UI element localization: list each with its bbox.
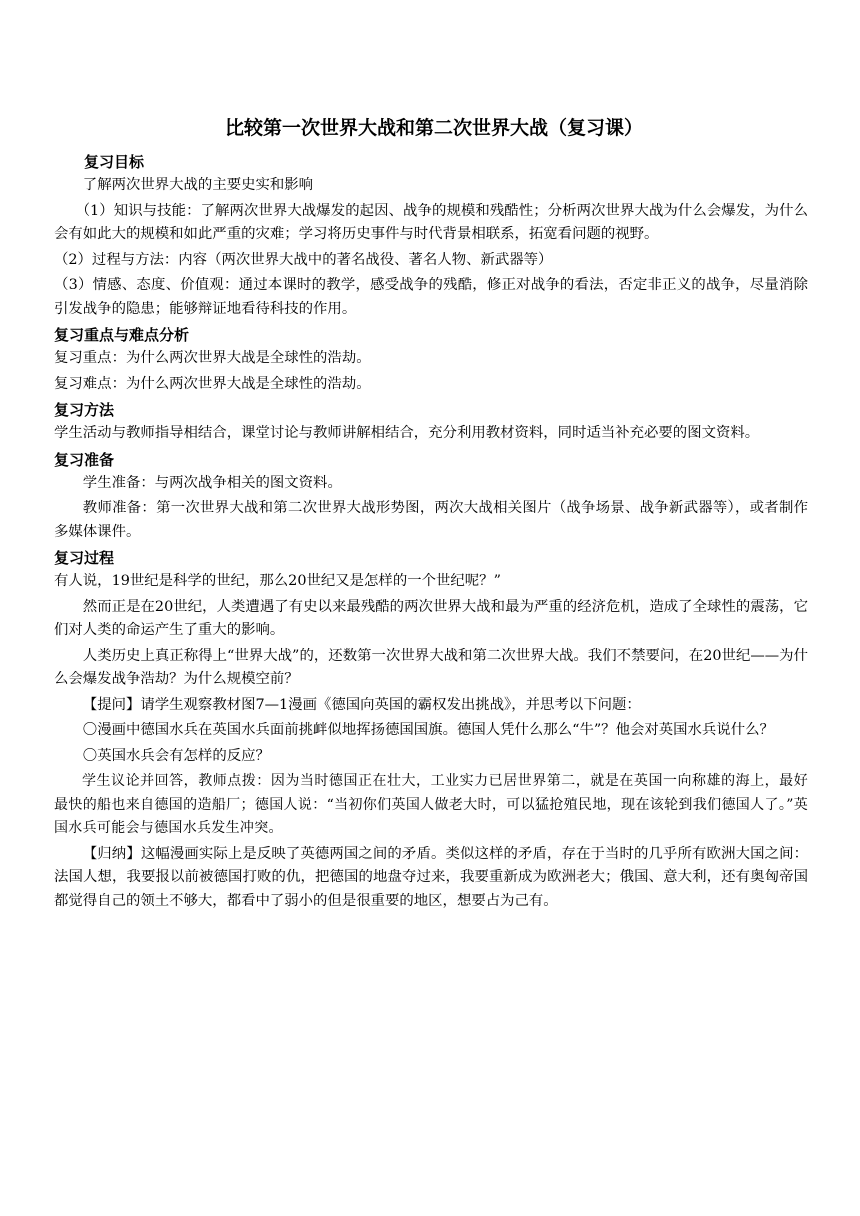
preparation-heading: 复习准备 bbox=[54, 450, 115, 469]
process-paragraph-3: 人类历史上真正称得上“世界大战”的，还数第一次世界大战和第二次世界大战。我们不禁要问，在20世纪——为什么会爆发战争浩劫？为什么规模空前？ bbox=[54, 647, 808, 687]
teacher-preparation: 教师准备：第一次世界大战和第二次世界大战形势图，两次大战相关图片（战争场景、战争新武器等），或者制作多媒体课件。 bbox=[54, 500, 808, 540]
process-question-2: 〇英国水兵会有怎样的反应？ bbox=[82, 747, 270, 764]
key-difficulty-heading: 复习重点与难点分析 bbox=[54, 326, 190, 344]
process-heading: 复习过程 bbox=[54, 549, 115, 567]
goal-emotion-values: （3）情感、态度、价值观：通过本课时的教学，感受战争的残酷，修正对战争的看法，否定非正义的战争，尽量消除引发战争的隐患；能够辩证地看待科技的作用。 bbox=[54, 277, 808, 317]
process-question-prompt: 【提问】请学生观察教材图7—1漫画《德国向英国的霸权发出挑战》，并思考以下问题： bbox=[82, 696, 641, 713]
student-preparation: 学生准备：与两次战争相关的图文资料。 bbox=[82, 474, 342, 491]
process-paragraph-2: 然而正是在20世纪，人类遭遇了有史以来最残酷的两次世界大战和最为严重的经济危机，造成了全球性的震荡，它们对人类的命运产生了重大的影响。 bbox=[54, 598, 808, 638]
process-answer: 学生议论并回答，教师点拨：因为当时德国正在壮大，工业实力已居世界第二，就是在英国一向称雄的海上，最好最快的船也来自德国的造船厂；德国人说：“当初你们英国人做老大时，可以猛抢殖民地，现在该轮到我们德国人了。”英国水兵可能会与德国水兵发生冲突。 bbox=[54, 773, 808, 836]
document-page bbox=[54, 114, 808, 913]
goal-process-method: （2）过程与方法：内容（两次世界大战中的著名战役、著名人物、新武器等） bbox=[54, 251, 553, 268]
document-title: 比较第一次世界大战和第二次世界大战（复习课） bbox=[224, 117, 643, 139]
method-heading: 复习方法 bbox=[54, 401, 115, 419]
key-point: 复习重点：为什么两次世界大战是全球性的浩劫。 bbox=[54, 350, 371, 366]
process-question-1: 〇漫画中德国水兵在英国水兵面前挑衅似地挥扬德国国旗。德国人凭什么那么“牛”？他会对英国水兵说什么？ bbox=[82, 722, 774, 738]
goal-intro: 了解两次世界大战的主要史实和影响 bbox=[82, 177, 314, 193]
process-paragraph-1: 有人说，19世纪是科学的世纪，那么20世纪又是怎样的一个世纪呢？” bbox=[54, 573, 501, 589]
goal-knowledge-skills: （1）知识与技能：了解两次世界大战爆发的起因、战争的规模和残酷性；分析两次世界大战为什么会爆发，为什么会有如此大的规模和如此严重的灾难；学习将历史事件与时代背景相联系，拓宽看问题的视野。 bbox=[54, 202, 808, 242]
goal-heading: 复习目标 bbox=[84, 153, 145, 171]
method-text: 学生活动与教师指导相结合，课堂讨论与教师讲解相结合，充分利用教材资料，同时适当补充必要的图文资料。 bbox=[54, 425, 760, 441]
difficult-point: 复习难点：为什么两次世界大战是全球性的浩劫。 bbox=[54, 375, 371, 392]
process-summary: 【归纳】这幅漫画实际上是反映了英德两国之间的矛盾。类似这样的矛盾，存在于当时的几乎所有欧洲大国之间：法国人想，我要报以前被德国打败的仇，把德国的地盘夺过来，我要重新成为欧洲老大；俄国、意大利，还有奥匈帝国都觉得自己的领土不够大，都看中了弱小的但是很重要的地区，想要占为己有。 bbox=[54, 845, 808, 909]
